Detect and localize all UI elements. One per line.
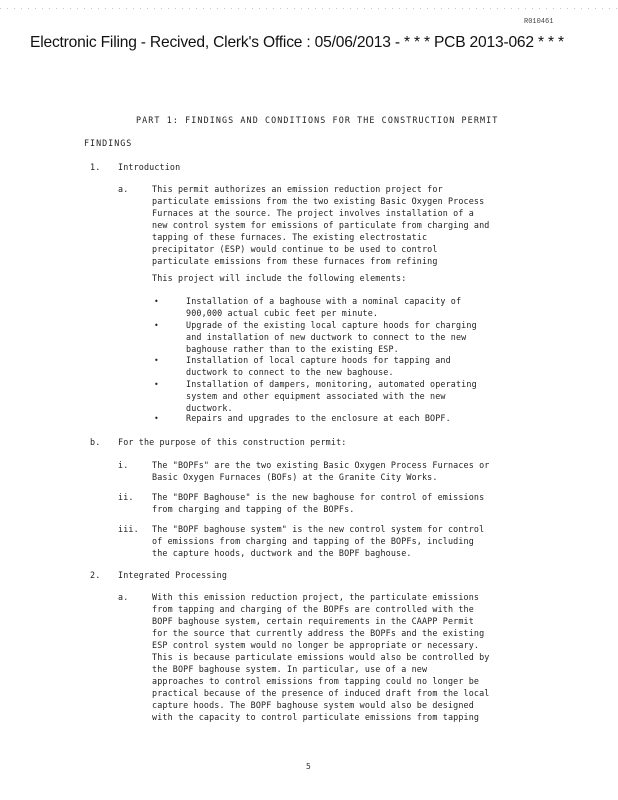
paragraph-line: with the capacity to control particulate emissions from tapping [152, 712, 480, 722]
filing-stamp: Electronic Filing - Recived, Clerk's Office : 05/06/2013 - * * * PCB 2013-062 * * * [30, 34, 564, 51]
elements-intro: This project will include the following elements: [152, 273, 407, 283]
definition-line: Basic Oxygen Furnaces (BOFs) at the Granite City Works. [152, 472, 438, 482]
bullet-line: Installation of dampers, monitoring, automated operating [186, 379, 477, 389]
bullet-line: Installation of a baghouse with a nominal capacity of [186, 296, 462, 306]
paragraph-line: particulate emissions from the two existing Basic Oxygen Process [152, 196, 485, 206]
definition-number: ii. [118, 492, 134, 502]
item-2a-number: a. [118, 592, 129, 602]
item-1-title: Introduction [118, 162, 181, 172]
paragraph-line: With this emission reduction project, the particulate emissions [152, 592, 480, 602]
bullet-item [186, 319, 477, 355]
paragraph-line: from tapping and charging of the BOPFs are controlled with the [152, 604, 474, 614]
bullet-icon: • [154, 356, 159, 365]
item-1-number: 1. [90, 162, 101, 172]
bullet-line: Upgrade of the existing local capture hoods for charging [186, 320, 477, 330]
bullet-icon: • [154, 297, 159, 306]
document-id: R010461 [524, 18, 554, 26]
bullet-icon: • [154, 380, 159, 389]
bullet-item [186, 354, 451, 378]
bullet-item [186, 295, 461, 319]
page-number: 5 [306, 762, 311, 771]
paragraph-line: This permit authorizes an emission reduction project for [152, 184, 443, 194]
bullet-line: ductwork. [186, 403, 233, 413]
definition-line: the capture hoods, ductwork and the BOPF baghouse. [152, 548, 412, 558]
bullet-line: 900,000 actual cubic feet per minute. [186, 308, 379, 318]
bullet-icon: • [154, 414, 159, 423]
paragraph-line: for the source that currently address the BOPFs and the existing [152, 628, 485, 638]
bullet-line: and installation of new ductwork to connect to the new [186, 332, 467, 342]
definition-text [152, 491, 484, 515]
bullet-item [186, 412, 451, 424]
paragraph-line: precipitator (ESP) would continue to be used to control [152, 244, 438, 254]
item-b-number: b. [90, 437, 101, 447]
bullet-line: baghouse rather than to the existing ESP. [186, 344, 399, 354]
paragraph-line: particulate emissions from these furnaces from refining [152, 256, 438, 266]
paragraph-line: BOPF baghouse system, certain requirements in the CAAPP Permit [152, 616, 474, 626]
scan-edge-dots [0, 8, 618, 9]
section-title: PART 1: FINDINGS AND CONDITIONS FOR THE CONSTRUCTION PERMIT [136, 115, 499, 125]
item-1a-number: a. [118, 184, 129, 194]
item-2-number: 2. [90, 570, 101, 580]
paragraph-line: Furnaces at the source. The project involves installation of a [152, 208, 474, 218]
paragraph-line: capture hoods. The BOPF baghouse system would also be designed [152, 700, 474, 710]
definition-line: from charging and tapping of the BOPFs. [152, 504, 355, 514]
bullet-item [186, 378, 477, 414]
item-2-title: Integrated Processing [118, 570, 228, 580]
bullet-line: ductwork to connect to the new baghouse. [186, 367, 394, 377]
definition-number: iii. [118, 524, 139, 534]
definition-line: The "BOPFs" are the two existing Basic Oxygen Process Furnaces or [152, 460, 490, 470]
bullet-line: Installation of local capture hoods for tapping and [186, 355, 451, 365]
definition-line: The "BOPF Baghouse" is the new baghouse for control of emissions [152, 492, 485, 502]
item-1a-paragraph [152, 183, 490, 267]
paragraph-line: This is because particulate emissions would also be controlled by [152, 652, 490, 662]
paragraph-line: the BOPF baghouse system. In particular, use of a new [152, 664, 428, 674]
definition-number: i. [118, 460, 129, 470]
definition-text [152, 459, 490, 483]
definition-line: of emissions from charging and tapping of the BOPFs, including [152, 536, 474, 546]
paragraph-line: approaches to control emissions from tapping could no longer be [152, 676, 480, 686]
definition-text [152, 523, 484, 559]
paragraph-line: new control system for emissions of particulate from charging and [152, 220, 490, 230]
item-2a-paragraph [152, 591, 490, 723]
bullet-line: system and other equipment associated with the new [186, 391, 446, 401]
item-b-text: For the purpose of this construction permit: [118, 437, 347, 447]
paragraph-line: ESP control system would no longer be appropriate or necessary. [152, 640, 480, 650]
bullet-line: Repairs and upgrades to the enclosure at each BOPF. [186, 413, 451, 423]
bullet-icon: • [154, 321, 159, 330]
findings-label: FINDINGS [84, 138, 133, 148]
paragraph-line: tapping of these furnaces. The existing electrostatic [152, 232, 428, 242]
paragraph-line: practical because of the presence of induced draft from the local [152, 688, 490, 698]
definition-line: The "BOPF baghouse system" is the new control system for control [152, 524, 485, 534]
